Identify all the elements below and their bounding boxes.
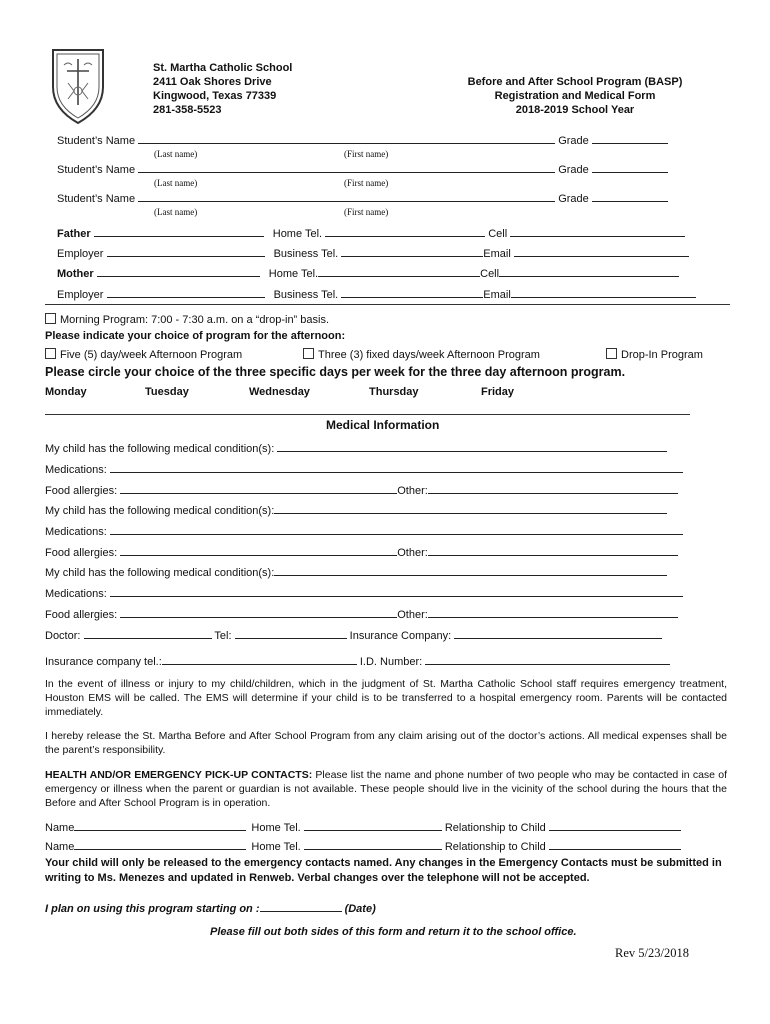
student-name-row-1: Student’s Name Grade bbox=[57, 131, 668, 147]
food-allergies-row: Food allergies: Other: bbox=[45, 481, 678, 497]
circle-days-instructions: Please circle your choice of the three specific days per week for the three day afternoon program. bbox=[45, 365, 626, 379]
doctor-row: Doctor: Tel: Insurance Company: bbox=[45, 626, 662, 642]
school-address: 2411 Oak Shores Drive bbox=[153, 76, 272, 88]
last-name-caption: (Last name) bbox=[154, 207, 198, 217]
day-monday[interactable]: Monday bbox=[45, 386, 87, 398]
school-info bbox=[153, 61, 292, 117]
mother-business-tel-field[interactable] bbox=[341, 285, 483, 298]
first-name-caption: (First name) bbox=[344, 178, 389, 188]
day-wednesday[interactable]: Wednesday bbox=[249, 386, 310, 398]
first-name-caption: (First name) bbox=[344, 207, 389, 217]
start-date-row: I plan on using this program starting on : (Date) bbox=[45, 899, 376, 915]
school-name: St. Martha Catholic School bbox=[153, 62, 293, 74]
insurance-tel-field[interactable] bbox=[162, 652, 357, 665]
checkbox-icon[interactable] bbox=[606, 348, 617, 359]
id-number-field[interactable] bbox=[425, 652, 670, 665]
contacts-paragraph: HEALTH AND/OR EMERGENCY PICK-UP CONTACTS: Please list the name and phone number of two people who may be contacted in case of emergency or illness when the parent or guardian is not available. These people should live in the vicinity of the school during the hours that the Before and After School Program is in operation. bbox=[45, 769, 727, 809]
food-allergies-field[interactable] bbox=[120, 605, 397, 618]
day-tuesday[interactable]: Tuesday bbox=[145, 386, 189, 398]
contact-row: Name Home Tel. Relationship to Child bbox=[45, 818, 681, 834]
last-name-caption: (Last name) bbox=[154, 149, 198, 159]
medications-row: Medications: bbox=[45, 522, 683, 538]
student-name-field[interactable] bbox=[138, 131, 555, 144]
mother-email-field[interactable] bbox=[511, 285, 696, 298]
father-cell-field[interactable] bbox=[510, 224, 685, 237]
grade-field[interactable] bbox=[592, 131, 668, 144]
medications-field[interactable] bbox=[110, 460, 683, 473]
father-employer-field[interactable] bbox=[107, 244, 265, 257]
medications-row: Medications: bbox=[45, 584, 683, 600]
fill-out-instruction: Please fill out both sides of this form and return it to the school office. bbox=[210, 926, 577, 938]
mother-name-field[interactable] bbox=[97, 264, 260, 277]
contact-relationship-field[interactable] bbox=[549, 837, 681, 850]
father-business-tel-field[interactable] bbox=[341, 244, 483, 257]
food-allergies-field[interactable] bbox=[120, 481, 397, 494]
revision-date: Rev 5/23/2018 bbox=[615, 946, 689, 960]
emergency-paragraph: In the event of illness or injury to my child/children, which in the judgment of St. Martha Catholic School staff requires emergency treatment, Houston EMS will be called. The EMS will determine if your child is to be transferred to a hospital emergency room. Parents will be contacted immediately. bbox=[45, 678, 727, 718]
form-title-block bbox=[440, 75, 710, 117]
other-allergies-field[interactable] bbox=[428, 543, 678, 556]
other-allergies-field[interactable] bbox=[428, 605, 678, 618]
food-allergies-field[interactable] bbox=[120, 543, 397, 556]
three-day-option[interactable]: Three (3) fixed days/week Afternoon Program bbox=[303, 348, 540, 361]
insurance-company-field[interactable] bbox=[454, 626, 662, 639]
school-city: Kingwood, Texas 77339 bbox=[153, 90, 277, 102]
student-name-row-3: Student’s Name Grade bbox=[57, 189, 668, 205]
school-crest-logo bbox=[50, 47, 106, 125]
release-notice: Your child will only be released to the emergency contacts named. Any changes in the Emergency Contacts must be submitted in writing to Ms. Menezes and updated in Renweb. Verbal changes over the telephone will not be accepted. bbox=[45, 857, 722, 884]
medications-field[interactable] bbox=[110, 584, 683, 597]
mother-employer-row: Employer Business Tel. Email bbox=[57, 285, 696, 301]
father-row: Father Home Tel. Cell bbox=[57, 224, 685, 240]
student-name-field[interactable] bbox=[138, 189, 555, 202]
program-instructions: Please indicate your choice of program for the afternoon: bbox=[45, 330, 346, 342]
father-home-tel-field[interactable] bbox=[325, 224, 485, 237]
doctor-field[interactable] bbox=[84, 626, 212, 639]
contact-name-field[interactable] bbox=[74, 818, 246, 831]
form-year: 2018-2019 School Year bbox=[515, 104, 635, 116]
contact-home-tel-field[interactable] bbox=[304, 818, 442, 831]
first-name-caption: (First name) bbox=[344, 149, 389, 159]
medications-row: Medications: bbox=[45, 460, 683, 476]
start-date-field[interactable] bbox=[260, 899, 342, 912]
food-allergies-row: Food allergies: Other: bbox=[45, 605, 678, 621]
other-allergies-field[interactable] bbox=[428, 481, 678, 494]
condition-field[interactable] bbox=[277, 439, 667, 452]
student-name-field[interactable] bbox=[138, 160, 555, 173]
contact-row: Name Home Tel. Relationship to Child bbox=[45, 837, 681, 853]
condition-field[interactable] bbox=[274, 501, 667, 514]
drop-in-option[interactable]: Drop-In Program bbox=[606, 348, 703, 361]
food-allergies-row: Food allergies: Other: bbox=[45, 543, 678, 559]
grade-field[interactable] bbox=[592, 189, 668, 202]
checkbox-icon[interactable] bbox=[303, 348, 314, 359]
release-paragraph: I hereby release the St. Martha Before and After School Program from any claim arising out of the doctor’s actions. All medical expenses shall be the parent’s responsibility. bbox=[45, 730, 727, 756]
condition-row: My child has the following medical condition(s): bbox=[45, 439, 667, 455]
father-email-field[interactable] bbox=[514, 244, 689, 257]
contact-name-field[interactable] bbox=[74, 837, 246, 850]
mother-employer-field[interactable] bbox=[107, 285, 265, 298]
divider bbox=[45, 414, 690, 415]
medications-field[interactable] bbox=[110, 522, 683, 535]
day-thursday[interactable]: Thursday bbox=[369, 386, 419, 398]
form-subtitle: Registration and Medical Form bbox=[494, 90, 656, 102]
doctor-tel-field[interactable] bbox=[235, 626, 347, 639]
morning-program-option[interactable]: Morning Program: 7:00 - 7:30 a.m. on a “drop-in” basis. bbox=[45, 313, 329, 326]
contact-home-tel-field[interactable] bbox=[304, 837, 442, 850]
mother-cell-field[interactable] bbox=[499, 264, 679, 277]
father-employer-row: Employer Business Tel. Email bbox=[57, 244, 689, 260]
mother-row: Mother Home Tel. Cell bbox=[57, 264, 679, 280]
last-name-caption: (Last name) bbox=[154, 178, 198, 188]
school-phone: 281-358-5523 bbox=[153, 104, 222, 116]
medical-heading: Medical Information bbox=[326, 418, 440, 432]
father-name-field[interactable] bbox=[94, 224, 264, 237]
checkbox-icon[interactable] bbox=[45, 348, 56, 359]
divider bbox=[45, 304, 730, 305]
day-friday[interactable]: Friday bbox=[481, 386, 515, 398]
condition-row: My child has the following medical condition(s): bbox=[45, 501, 667, 517]
insurance-row: Insurance company tel.: I.D. Number: bbox=[45, 652, 670, 668]
five-day-option[interactable]: Five (5) day/week Afternoon Program bbox=[45, 348, 242, 361]
grade-field[interactable] bbox=[592, 160, 668, 173]
student-name-row-2: Student’s Name Grade bbox=[57, 160, 668, 176]
checkbox-icon[interactable] bbox=[45, 313, 56, 324]
form-title: Before and After School Program (BASP) bbox=[467, 76, 683, 88]
mother-home-tel-field[interactable] bbox=[318, 264, 480, 277]
condition-row: My child has the following medical condition(s): bbox=[45, 563, 667, 579]
contact-relationship-field[interactable] bbox=[549, 818, 681, 831]
condition-field[interactable] bbox=[274, 563, 667, 576]
